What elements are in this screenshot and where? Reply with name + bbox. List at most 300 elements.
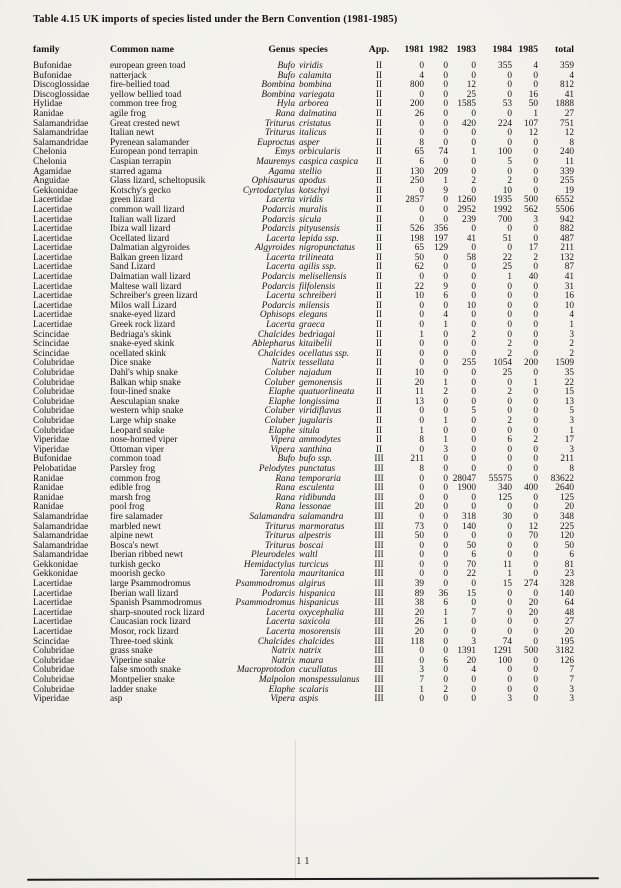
cell-total: 41 [564,272,574,283]
cell-genus: Pleurodeles [250,550,295,561]
cell-1985: 0 [533,492,538,503]
cell-1984: 2 [507,415,512,426]
cell-appendix: II [375,444,383,455]
cell-genus: Podarcis [261,224,295,235]
cell-family: Salamandridae [33,540,89,551]
cell-common-name: Montpelier snake [110,675,175,685]
cell-1983: 4 [471,665,476,676]
cell-1981: 6 [419,156,424,167]
cell-family: Colubridae [33,387,75,398]
cell-1982: 1 [443,435,448,446]
cell-1985: 50 [528,99,538,110]
cell-1984: 0 [507,137,512,148]
cell-1984: 0 [507,684,512,695]
cell-common-name: moorish gecko [110,569,165,580]
cell-1983: 20 [466,655,476,666]
cell-1982: 6 [443,291,448,302]
cell-species: apodus [299,176,326,187]
cell-1981: 0 [419,310,424,321]
cell-1985: 0 [533,281,538,292]
cell-species: xanthina [299,444,332,455]
cell-1982: 0 [443,70,448,81]
cell-1982: 0 [443,636,448,647]
cell-genus: Vipera [270,435,295,446]
cell-common-name: edible frog [110,483,151,494]
cell-total: 20 [564,627,574,638]
cell-1984: 0 [507,588,512,599]
cell-species: hispanica [299,588,336,599]
cell-1982: 209 [434,166,448,177]
cell-genus: Psammodromus [235,579,295,590]
cell-species: scalaris [299,684,329,695]
cell-1983: 10 [466,300,476,311]
cell-common-name: Spanish Psammodromus [110,598,202,609]
cell-common-name: snake-eyed skink [110,339,175,350]
cell-1984: 0 [507,281,512,292]
cell-1983: 0 [471,272,476,283]
cell-total: 240 [560,147,574,158]
cell-common-name: asp [110,694,123,705]
cell-appendix: III [374,665,384,676]
cell-1985: 12 [528,521,538,532]
cell-species: cucullatus [299,665,338,676]
cell-total: 87 [564,262,574,273]
cell-family: Viperidae [33,694,70,705]
cell-1983: 0 [471,598,476,609]
cell-common-name: Caucasian rock lizard [110,617,191,628]
cell-1983: 1585 [457,99,476,110]
cell-1981: 10 [414,291,424,302]
cell-1981: 0 [419,559,424,570]
cell-1982: 0 [443,579,448,590]
cell-species: bombina [299,80,332,91]
cell-1985: 0 [533,406,538,417]
cell-1983: 0 [471,348,476,359]
cell-1983: 255 [462,358,476,369]
cell-1981: 20 [414,607,424,618]
cell-1985: 0 [533,588,538,599]
cell-species: saxicola [299,617,330,628]
cell-1983: 22 [466,569,476,580]
cell-1982: 0 [443,694,448,705]
cell-total: 125 [560,492,574,503]
cell-species: quatuorlineata [299,387,355,398]
cell-1982: 0 [443,128,448,139]
cell-1985: 0 [533,156,538,167]
cell-common-name: common toad [110,454,161,465]
cell-1983: 0 [471,694,476,705]
cell-1983: 318 [462,511,476,522]
table-body [33,62,574,705]
cell-appendix: II [375,396,383,407]
cell-1981: 0 [419,272,424,283]
cell-1983: 140 [462,521,476,532]
cell-1981: 211 [410,454,424,465]
cell-species: lessonae [299,502,332,513]
cell-1983: 0 [471,675,476,685]
cell-1982: 1 [443,415,448,426]
header-common-name: Common name [110,44,174,55]
cell-common-name: turkish gecko [110,559,161,570]
cell-appendix: II [375,435,383,446]
cell-appendix: II [375,243,383,254]
cell-common-name: marsh frog [110,492,151,503]
cell-1982: 0 [443,272,448,283]
cell-1981: 8 [419,463,424,474]
cell-1984: 25 [502,368,512,378]
cell-common-name: Ocellated lizard [110,233,170,244]
cell-1984: 0 [507,70,512,81]
cell-1984: 0 [507,627,512,638]
cell-1984: 2 [507,348,512,359]
cell-1981: 0 [419,540,424,551]
cell-appendix: II [375,128,383,139]
cell-genus: Bufo [277,454,295,465]
cell-1981: 0 [419,320,424,331]
cell-1985: 0 [533,176,538,187]
cell-1985: 0 [533,617,538,628]
cell-1983: 0 [471,70,476,81]
cell-family: Salamandridae [33,550,89,561]
cell-appendix: III [374,694,384,705]
cell-1983: 0 [471,425,476,436]
cell-1981: 0 [419,185,424,196]
cell-1982: 0 [443,89,448,100]
cell-species: asper [299,137,320,148]
cell-species: italicus [299,128,327,139]
cell-1984: 0 [507,291,512,302]
cell-1982: 1 [443,607,448,618]
cell-family: Colubridae [33,425,75,436]
cell-family: Lacertidae [33,243,73,254]
cell-1984: 0 [507,166,512,177]
cell-total: 4 [569,310,574,321]
cell-common-name: ocellated skink [110,348,167,359]
header-species: species [299,44,328,55]
cell-1982: 0 [443,329,448,340]
cell-total: 2640 [555,483,574,494]
cell-genus: Bombina [261,89,295,100]
cell-common-name: Dice snake [110,358,152,369]
cell-1983: 1900 [457,483,476,494]
cell-species: oxycephalia [299,607,344,618]
cell-family: Lacertidae [33,204,73,215]
cell-1985: 4 [533,61,538,71]
cell-1982: 0 [443,425,448,436]
cell-family: Lacertidae [33,320,73,331]
cell-family: Lacertidae [33,579,73,590]
cell-genus: Chalcides [257,348,295,359]
cell-appendix: II [375,156,383,167]
cell-appendix: III [374,607,384,618]
cell-total: 1888 [555,99,574,110]
cell-species: nigropunctatus [299,243,355,254]
cell-genus: Chalcides [257,329,295,340]
table-row [33,695,574,705]
cell-total: 8 [569,137,574,148]
cell-1983: 5 [471,406,476,417]
cell-species: filfolensis [299,281,336,292]
cell-1982: 0 [443,463,448,474]
cell-appendix: III [374,492,384,503]
cell-total: 83622 [550,473,574,484]
cell-family: Ranidae [33,108,64,119]
cell-1983: 1 [471,147,476,158]
cell-species: dalmatina [299,108,337,119]
cell-total: 3 [569,684,574,695]
cell-appendix: III [374,588,384,599]
cell-1984: 0 [507,598,512,609]
cell-total: 812 [560,80,574,91]
cell-total: 27 [564,108,574,119]
header-year-1981: 1981 [404,44,424,55]
cell-1981: 8 [419,137,424,148]
cell-1984: 1935 [493,195,512,206]
cell-total: 12 [564,128,574,139]
cell-1981: 26 [414,108,424,119]
cell-common-name: Dahl's whip snake [110,368,178,378]
cell-1982: 0 [443,262,448,273]
cell-genus: Natrix [271,646,295,657]
cell-common-name: green lizard [110,195,155,206]
cell-1982: 1 [443,377,448,388]
cell-genus: Lacerta [266,320,295,331]
cell-species: milensis [299,300,330,311]
cell-1982: 1 [443,617,448,628]
cell-1983: 0 [471,262,476,273]
cell-1981: 65 [414,243,424,254]
cell-1982: 9 [443,281,448,292]
cell-1981: 10 [414,368,424,378]
cell-common-name: Aesculapian snake [110,396,180,407]
cell-species: mosorensis [299,627,341,638]
cell-1985: 0 [533,684,538,695]
cell-appendix: III [374,559,384,570]
header-total: total [554,44,574,55]
cell-common-name: Parsley frog [110,463,156,474]
cell-species: pityusensis [299,224,340,235]
cell-appendix: II [375,358,383,369]
cell-1985: 1 [533,377,538,388]
cell-1985: 0 [533,147,538,158]
cell-total: 4 [569,70,574,81]
cell-appendix: III [374,636,384,647]
cell-1984: 74 [502,636,512,647]
cell-appendix: III [374,627,384,638]
cell-total: 64 [564,598,574,609]
cell-1984: 1054 [493,358,512,369]
cell-species: elegans [299,310,328,321]
cell-species: cristatus [299,118,332,129]
cell-1985: 0 [533,262,538,273]
cell-species: viridis [299,61,323,71]
cell-1983: 0 [471,627,476,638]
cell-1981: 0 [419,694,424,705]
cell-total: 7 [569,675,574,685]
cell-1983: 0 [471,454,476,465]
cell-appendix: III [374,579,384,590]
page-bottom-rule [27,877,599,880]
cell-family: Scincidae [33,348,70,359]
cell-appendix: III [374,646,384,657]
cell-species: salamandra [299,511,344,522]
cell-common-name: common wall lizard [110,204,185,215]
cell-1983: 0 [471,617,476,628]
page-number: 11 [296,855,313,867]
cell-common-name: Dalmatian algyroides [110,243,190,254]
cell-family: Lacertidae [33,607,73,618]
cell-common-name: western whip snake [110,406,184,417]
cell-genus: Lacerta [266,233,295,244]
cell-species: stellio [299,166,322,177]
cell-common-name: marbled newt [110,521,161,532]
cell-appendix: III [374,569,384,580]
cell-appendix: II [375,99,383,110]
cell-genus: Salamandra [249,511,295,522]
cell-appendix: III [374,502,384,513]
cell-family: Discoglossidae [33,89,90,100]
cell-genus: Tarentola [259,569,295,580]
cell-appendix: II [375,368,383,378]
cell-genus: Podarcis [261,588,295,599]
cell-species: monspessulanus [299,675,360,685]
cell-1981: 2857 [405,195,424,206]
cell-1983: 0 [471,224,476,235]
cell-genus: Bufo [277,61,295,71]
cell-1982: 0 [443,569,448,580]
cell-genus: Vipera [270,444,295,455]
cell-common-name: starred agama [110,166,162,177]
cell-1983: 70 [466,559,476,570]
cell-total: 6 [569,550,574,561]
cell-genus: Elaphe [268,396,295,407]
cell-1981: 0 [419,204,424,215]
cell-1985: 0 [533,559,538,570]
cell-family: Colubridae [33,358,75,369]
cell-total: 211 [560,243,574,254]
cell-1981: 0 [419,406,424,417]
cell-1983: 0 [471,156,476,167]
cell-1983: 0 [471,137,476,148]
cell-family: Lacertidae [33,281,73,292]
cell-family: Salamandridae [33,521,89,532]
cell-1985: 0 [533,694,538,705]
cell-genus: Triturus [265,540,295,551]
cell-1985: 0 [533,396,538,407]
cell-1985: 0 [533,387,538,398]
cell-species: jugularis [299,415,333,426]
cell-1982: 6 [443,655,448,666]
cell-1985: 0 [533,233,538,244]
cell-1982: 0 [443,80,448,91]
cell-1985: 107 [524,118,538,129]
cell-1981: 0 [419,415,424,426]
cell-common-name: four-lined snake [110,387,171,398]
cell-1983: 0 [471,463,476,474]
cell-appendix: III [374,540,384,551]
cell-1985: 20 [528,598,538,609]
cell-genus: Rana [275,108,295,119]
cell-common-name: alpine newt [110,531,154,542]
cell-1985: 12 [528,128,538,139]
cell-1981: 0 [419,214,424,225]
cell-total: 359 [560,61,574,71]
cell-1982: 0 [443,118,448,129]
cell-1984: 0 [507,540,512,551]
cell-1984: 15 [502,579,512,590]
cell-genus: Rana [275,502,295,513]
cell-1982: 0 [443,665,448,676]
cell-total: 1509 [555,358,574,369]
cell-1984: 1 [507,272,512,283]
cell-common-name: Glass lizard, scheltopusik [110,176,206,187]
cell-1983: 0 [471,368,476,378]
cell-appendix: III [374,483,384,494]
cell-appendix: II [375,310,383,321]
cell-total: 882 [560,224,574,235]
cell-1983: 0 [471,492,476,503]
cell-appendix: II [375,89,383,100]
cell-1984: 0 [507,463,512,474]
cell-total: 23 [564,569,574,580]
cell-1983: 420 [462,118,476,129]
cell-1981: 26 [414,617,424,628]
cell-1981: 800 [410,80,424,91]
cell-1981: 8 [419,435,424,446]
cell-common-name: european green toad [110,61,186,71]
cell-genus: Bufo [277,70,295,81]
cell-1981: 0 [419,128,424,139]
cell-total: 1 [569,320,574,331]
cell-1985: 0 [533,348,538,359]
cell-family: Lacertidae [33,291,73,302]
cell-1982: 0 [443,61,448,71]
cell-family: Lacertidae [33,224,73,235]
cell-1984: 0 [507,444,512,455]
cell-appendix: III [374,521,384,532]
cell-1981: 130 [410,166,424,177]
cell-genus: Ablepharus [252,339,295,350]
cell-1982: 0 [443,368,448,378]
cell-common-name: ladder snake [110,684,157,695]
cell-1982: 0 [443,99,448,110]
cell-species: orbicularis [299,147,341,158]
cell-species: agilis ssp. [299,262,337,273]
cell-appendix: II [375,425,383,436]
cell-1983: 0 [471,185,476,196]
cell-family: Colubridae [33,655,75,666]
cell-common-name: Dalmatian wall lizard [110,272,191,283]
cell-species: boscai [299,540,324,551]
header-appendix: App. [368,44,390,55]
cell-1985: 0 [533,166,538,177]
cell-1981: 20 [414,502,424,513]
cell-genus: Cyrtodactylus [242,185,295,196]
cell-1981: 0 [419,89,424,100]
cell-species: mauritanica [299,569,345,580]
cell-total: 3182 [555,646,574,657]
cell-common-name: Bedriaga's skink [110,329,172,340]
cell-1984: 0 [507,550,512,561]
cell-common-name: Milos wall Lizard [110,300,177,311]
cell-total: 50 [564,540,574,551]
cell-total: 1 [569,425,574,436]
cell-common-name: Italian wall lizard [110,214,176,225]
cell-genus: Natrix [271,655,295,666]
cell-1984: 3 [507,694,512,705]
cell-genus: Lacerta [266,617,295,628]
cell-genus: Algyroides [255,243,295,254]
